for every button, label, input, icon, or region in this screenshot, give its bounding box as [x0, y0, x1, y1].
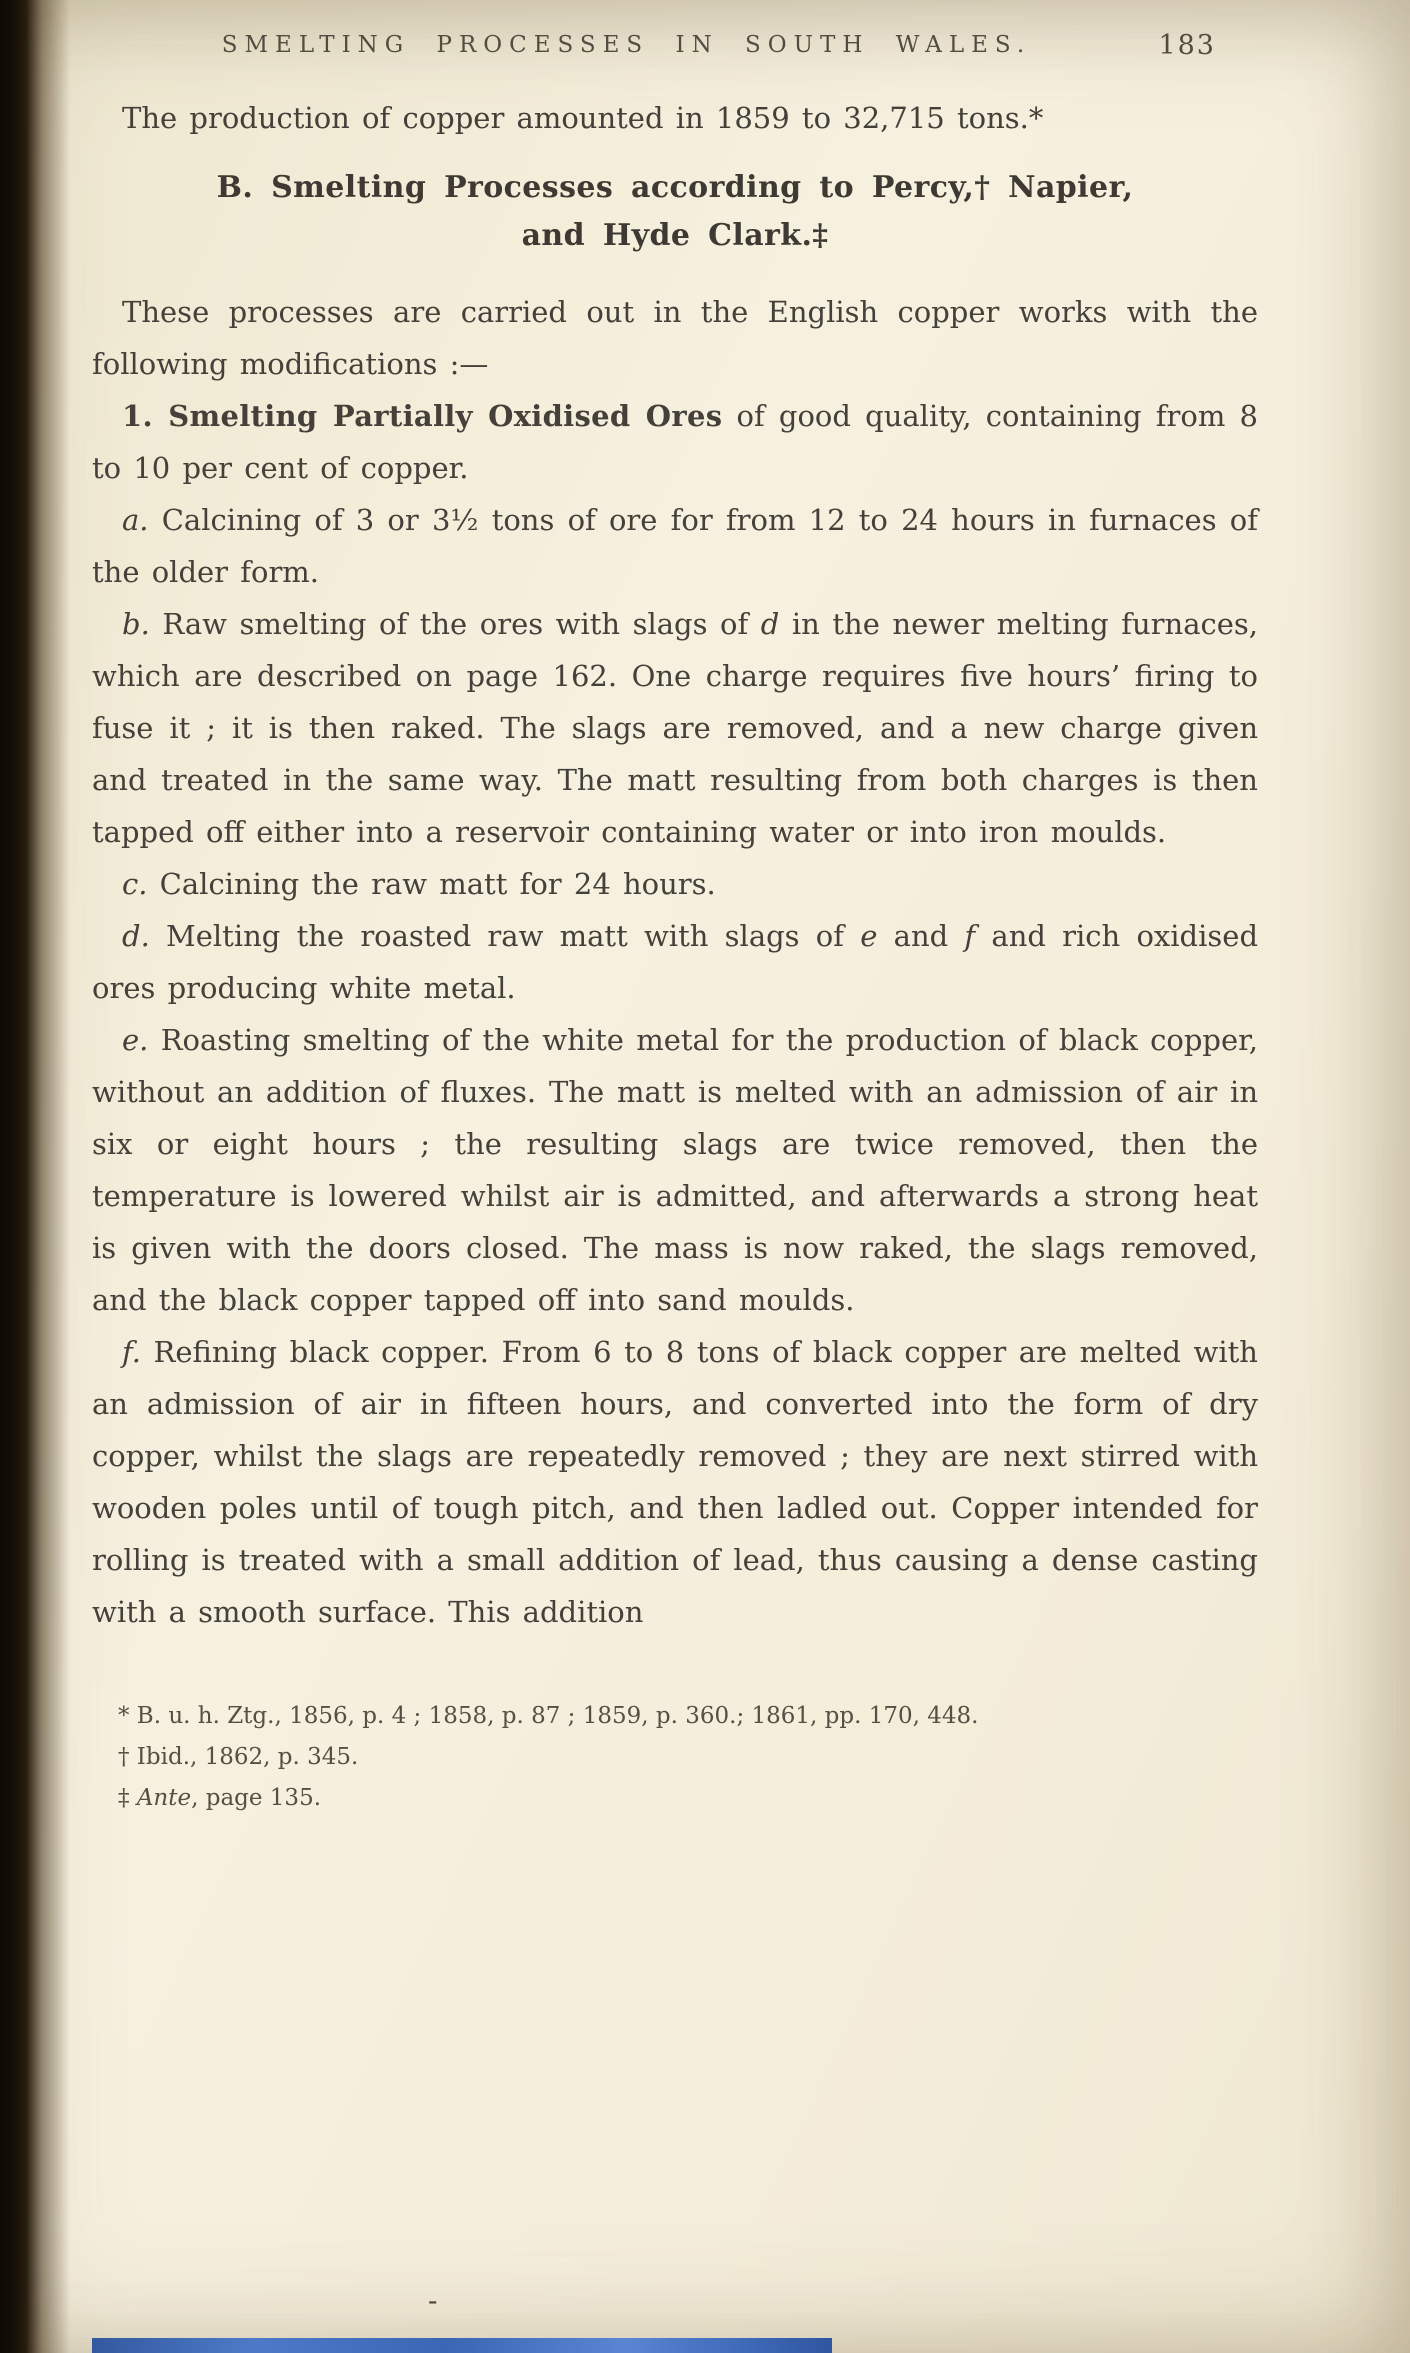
running-header	[92, 30, 1258, 66]
paragraph-b-ref-d: d	[760, 607, 780, 641]
paragraph-c-label: c.	[122, 867, 148, 901]
footnote-1: * B. u. h. Ztg., 1856, p. 4 ; 1858, p. 87 ; 1859, p. 360.; 1861, pp. 170, 448.	[118, 1703, 979, 1729]
paragraph-d	[92, 910, 1258, 1014]
footnote-3-marker: ‡	[118, 1785, 137, 1811]
paragraph-1	[92, 390, 1258, 494]
paragraph-intro: These processes are carried out in the English copper works with the following modifications :—	[92, 295, 1258, 381]
page-number: 183	[1158, 30, 1216, 61]
paragraph-d-ref-f: f	[964, 919, 976, 953]
paragraph-d-text-1: Melting the roasted raw matt with slags of	[149, 919, 861, 953]
paragraph-c	[92, 858, 1258, 910]
paragraph-d-text-3: and rich oxidised ores producing white metal.	[92, 919, 1259, 1005]
paragraph-c-text: Calcining the raw matt for 24 hours.	[147, 867, 716, 901]
page-content	[92, 30, 1258, 1819]
paragraph-b-label: b.	[122, 607, 150, 641]
section-heading-line-2: and Hyde Clark.‡	[521, 218, 829, 253]
footnote-2: † Ibid., 1862, p. 345.	[118, 1744, 359, 1770]
section-heading-line-1: B. Smelting Processes according to Percy,† Napier,	[216, 170, 1134, 205]
paragraph-e-label: e.	[122, 1023, 149, 1057]
scanner-color-strip	[92, 2338, 832, 2353]
running-title: SMELTING PROCESSES IN SOUTH WALES.	[221, 32, 1032, 58]
paragraph-f-text: Refining black copper. From 6 to 8 tons of black copper are melted with an admission of air in fifteen hours, and converted into the form of dry copper, whilst the slags are repeatedly removed ; they are next stirred with wooden poles until of tough pitch, and then ladled out. Copper intended for rolling is treated with a small addition of lead, thus causing a dense casting with a smooth surface. This addition	[92, 1335, 1258, 1629]
paragraph-d-label: d.	[122, 919, 150, 953]
paragraph-e	[92, 1014, 1258, 1326]
paragraph-d-text-2: and	[877, 919, 965, 953]
paragraph-a-text: Calcining of 3 or 3½ tons of ore for from 12 to 24 hours in furnaces of the older form.	[92, 503, 1258, 589]
paragraph-b	[92, 598, 1258, 858]
paragraph-a	[92, 494, 1258, 598]
paragraph-e-text: Roasting smelting of the white metal for the production of black copper, without an addition of fluxes. The matt is melted with an admission of air in six or eight hours ; the resulting slags are twice removed, then the temperature is lowered whilst air is admitted, and afterwards a strong heat is given with the doors closed. The mass is now raked, the slags removed, and the black copper tapped off into sand moulds.	[92, 1023, 1258, 1317]
gutter-shadow	[0, 0, 70, 2353]
paragraph-1-bold-label: 1. Smelting Partially Oxidised Ores	[122, 399, 723, 433]
paragraph-b-text-1: Raw smelting of the ores with slags of	[149, 607, 761, 641]
footnote-3	[92, 1778, 1258, 1819]
footnote-3-italic: Ante	[136, 1785, 192, 1811]
paragraph-f-label: f.	[122, 1335, 141, 1369]
paragraph-f	[92, 1326, 1258, 1638]
paragraph-a-label: a.	[122, 503, 149, 537]
section-heading	[92, 164, 1258, 260]
catchword-mark: -	[428, 2284, 438, 2317]
paragraph-d-ref-e: e	[860, 919, 878, 953]
paragraph-1-text: of good quality, containing from 8 to 10 per cent of copper.	[92, 399, 1258, 485]
footnotes	[92, 1696, 1258, 1819]
paragraph-b-text-2: in the newer melting furnaces, which are described on page 162. One charge requires five hours’ firing to fuse it ; it is then raked. The slags are removed, and a new charge given and treated in the same way. The matt resulting from both charges is then tapped off either into a reservoir containing water or into iron moulds.	[92, 607, 1258, 849]
footnote-3-text: , page 135.	[191, 1785, 322, 1811]
lead-paragraph: The production of copper amounted in 1859 to 32,715 tons.*	[122, 101, 1044, 135]
